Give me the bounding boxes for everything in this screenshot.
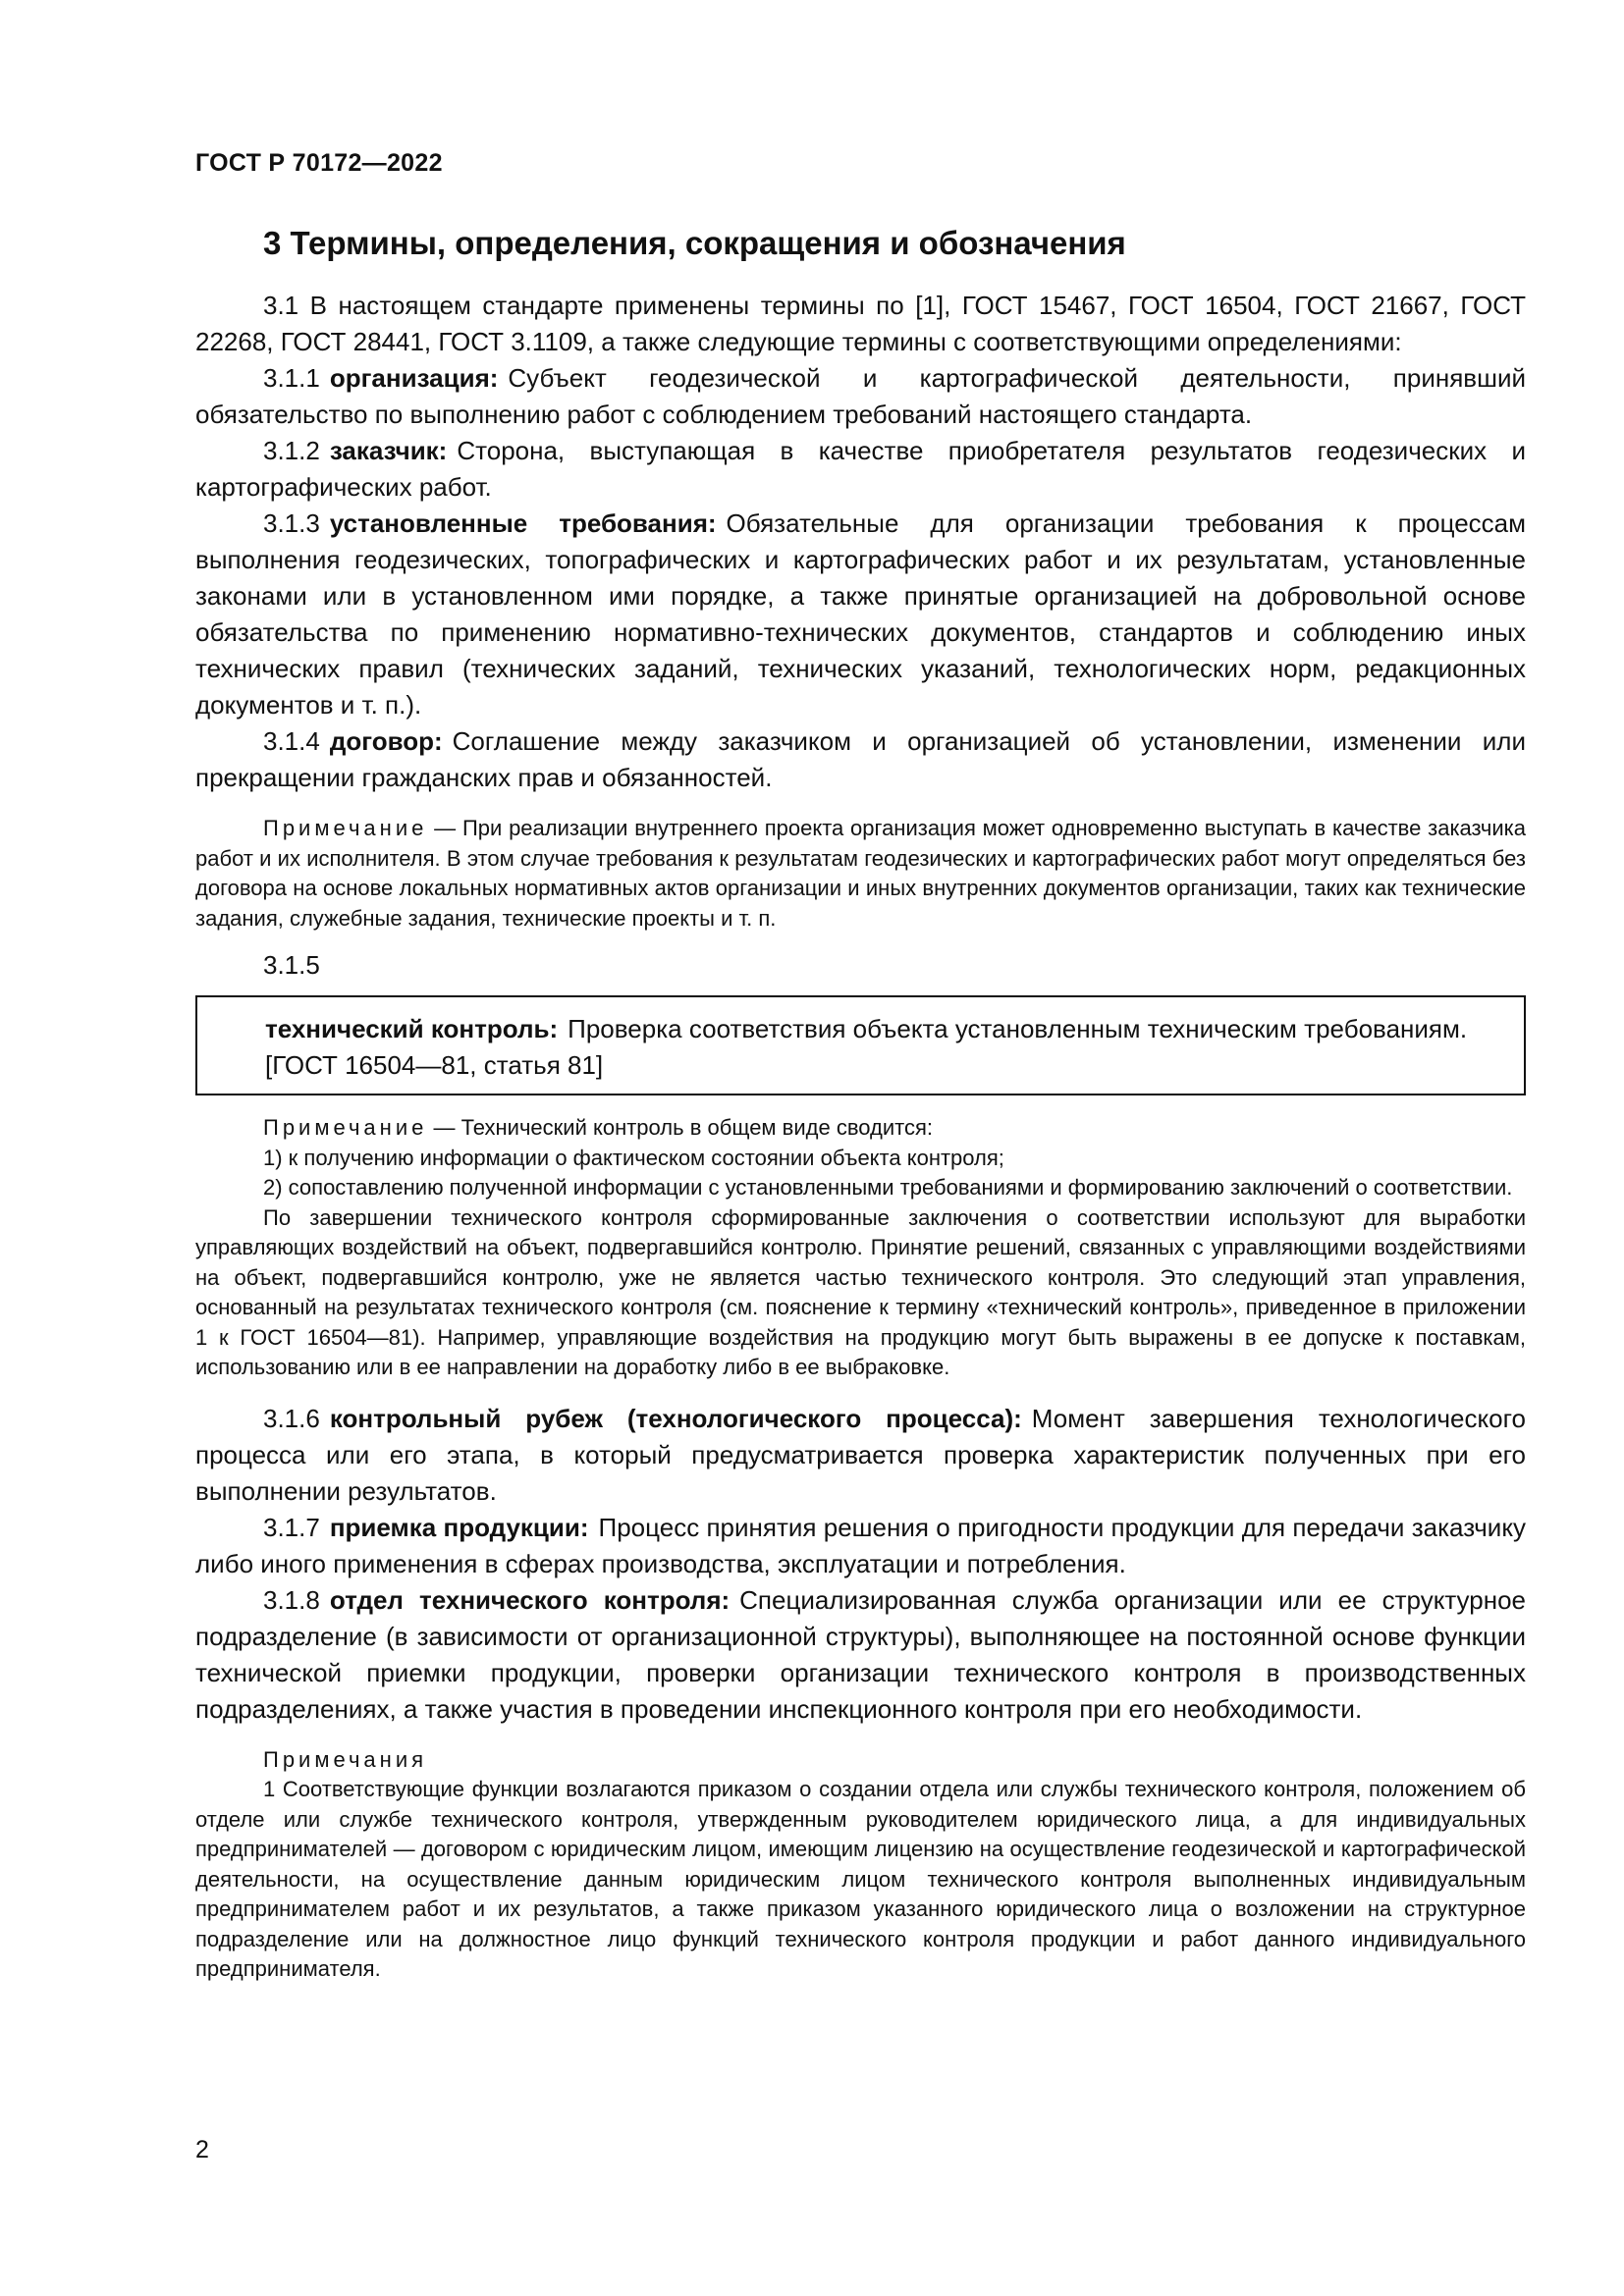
- note-3-1-5-intro: [195, 1113, 1526, 1144]
- note-3-1-5-item-1: 1) к получению информации о фактическом состоянии объекта контроля;: [263, 1145, 1004, 1170]
- term-definition: Проверка соответствия объекта установленным техническим требованиям.: [568, 1014, 1468, 1043]
- term-name: отдел технического контроля:: [329, 1584, 731, 1615]
- term-name: контрольный рубеж (технологического процесса):: [329, 1403, 1022, 1433]
- document-header: ГОСТ Р 70172—2022: [195, 149, 443, 177]
- note-3-1-5-item-2: 2) сопоставлению полученной информации с установленными требованиями и формированию заключений о соответствии.: [263, 1175, 1513, 1200]
- term-3-1-8: [195, 1582, 1526, 1728]
- term-number: 3.1.4: [263, 726, 320, 756]
- quoted-term-box: [195, 995, 1526, 1095]
- note-label: Примечание: [263, 816, 428, 840]
- term-name: приемка продукции:: [329, 1512, 589, 1542]
- paragraph-3-1: 3.1 В настоящем стандарте применены термины по [1], ГОСТ 15467, ГОСТ 16504, ГОСТ 21667, ГОСТ 22268, ГОСТ 28441, ГОСТ 3.1109, а также следующие термины с соответствующими определениями:: [195, 291, 1526, 356]
- term-definition: Процесс принятия решения о пригодности продукции для передачи заказчику либо иного применения в сферах производства, эксплуатации и потребления.: [195, 1512, 1526, 1578]
- note-label: Примечания: [263, 1746, 428, 1772]
- note-3-1-4: [195, 814, 1526, 934]
- term-name: заказчик:: [329, 436, 448, 465]
- term-3-1-3: [195, 506, 1526, 723]
- term-name: технический контроль:: [265, 1014, 559, 1043]
- term-number: 3.1.8: [263, 1584, 320, 1615]
- document-body: [195, 288, 1526, 1985]
- note-text: — При реализации внутреннего проекта организация может одновременно выступать в качестве заказчика работ и их исполнителя. В этом случае требования к результатам геодезических и картографических работ могут определяться без договора на основе локальных нормативных актов организации и иных внутренних документов организации, таких как технические задания, служебные задания, технические проекты и т. п.: [195, 816, 1526, 931]
- page-number: 2: [195, 2136, 209, 2163]
- section-title: 3 Термины, определения, сокращения и обозначения: [263, 225, 1126, 261]
- term-3-1-4: [195, 723, 1526, 796]
- term-3-1-7: [195, 1510, 1526, 1582]
- note-label: Примечание: [263, 1115, 428, 1140]
- term-definition: Специализированная служба организации или ее структурное подразделение (в зависимости от организационной структуры), выполняющее на постоянной основе функции технической приемки продукции, проверки организации технического контроля в производственных подразделениях, а также участия в проведении инспекционного контроля при его необходимости.: [195, 1584, 1527, 1724]
- term-3-1-5: [227, 1011, 1504, 1047]
- term-3-1-6: [195, 1401, 1526, 1510]
- term-number: 3.1.1: [263, 363, 320, 393]
- term-name: договор:: [329, 726, 443, 756]
- term-name: установленные требования:: [329, 508, 717, 538]
- term-number: 3.1.7: [263, 1512, 320, 1542]
- term-definition: Субъект геодезической и картографической деятельности, принявший обязательство по выполнению работ с соблюдением требований настоящего стандарта.: [195, 363, 1526, 429]
- note-3-1-5-text: По завершении технического контроля сформированные заключения о соответствии используют для выработки управляющих воздействий на объект, подвергавшийся контролю. Принятие решений, связанных с управляющими воздействиями на объект, подвергавшийся контролю, уже не является частью технического контроля. Это следующий этап управления, основанный на результатах технического контроля (см. пояснение к термину «технический контроль», приведенное в приложении 1 к ГОСТ 16504—81). Например, управляющие воздействия на продукцию могут быть выражены в ее допуске к поставкам, использованию или в ее направлении на доработку либо в ее выбраковке.: [195, 1204, 1526, 1379]
- term-number: 3.1.3: [263, 508, 320, 538]
- term-definition: Момент завершения технологического процесса или его этапа, в который предусматривается проверка характеристик полученных при его выполнении результатов.: [195, 1403, 1527, 1506]
- term-definition: Соглашение между заказчиком и организацией об установлении, изменении или прекращении гражданских прав и обязанностей.: [195, 726, 1526, 792]
- term-3-1-2: [195, 433, 1526, 506]
- term-number: 3.1.2: [263, 436, 320, 465]
- term-source: [ГОСТ 16504—81, статья 81]: [265, 1050, 604, 1080]
- notes-3-1-8-item-1: 1 Соответствующие функции возлагаются приказом о создании отдела или службы технического контроля, положением об отделе или службе технического контроля, утвержденным руководителем юридического лица, а для индивидуальных предпринимателей — договором с юридическим лицом, имеющим лицензию на осуществление геодезической и картографической деятельности, на осуществление данным юридическим лицом технического контроля выполненных индивидуальным предпринимателем работ и их результатов, а также приказом указанного юридического лица о возложении на структурное подразделение или на должностное лицо функций технического контроля продукции и работ данного индивидуального предпринимателя.: [195, 1777, 1526, 1981]
- term-name: организация:: [329, 363, 499, 393]
- notes-3-1-8-label: [195, 1745, 1526, 1776]
- term-definition: Сторона, выступающая в качестве приобретателя результатов геодезических и картографических работ.: [195, 436, 1526, 502]
- term-3-1-1: [195, 360, 1526, 433]
- term-number: 3.1.6: [263, 1403, 320, 1433]
- term-3-1-5-number: 3.1.5: [263, 950, 320, 980]
- term-definition: Обязательные для организации требования к процессам выполнения геодезических, топографических и картографических работ и их результатам, установленные законами или в установленном ими порядке, а также принятые организацией на добровольной основе обязательства по применению нормативно-технических документов, стандартов и соблюдению иных технических правил (технических заданий, технических указаний, технологических норм, редакционных документов и т. п.).: [195, 508, 1527, 720]
- note-text: — Технический контроль в общем виде сводится:: [427, 1115, 934, 1140]
